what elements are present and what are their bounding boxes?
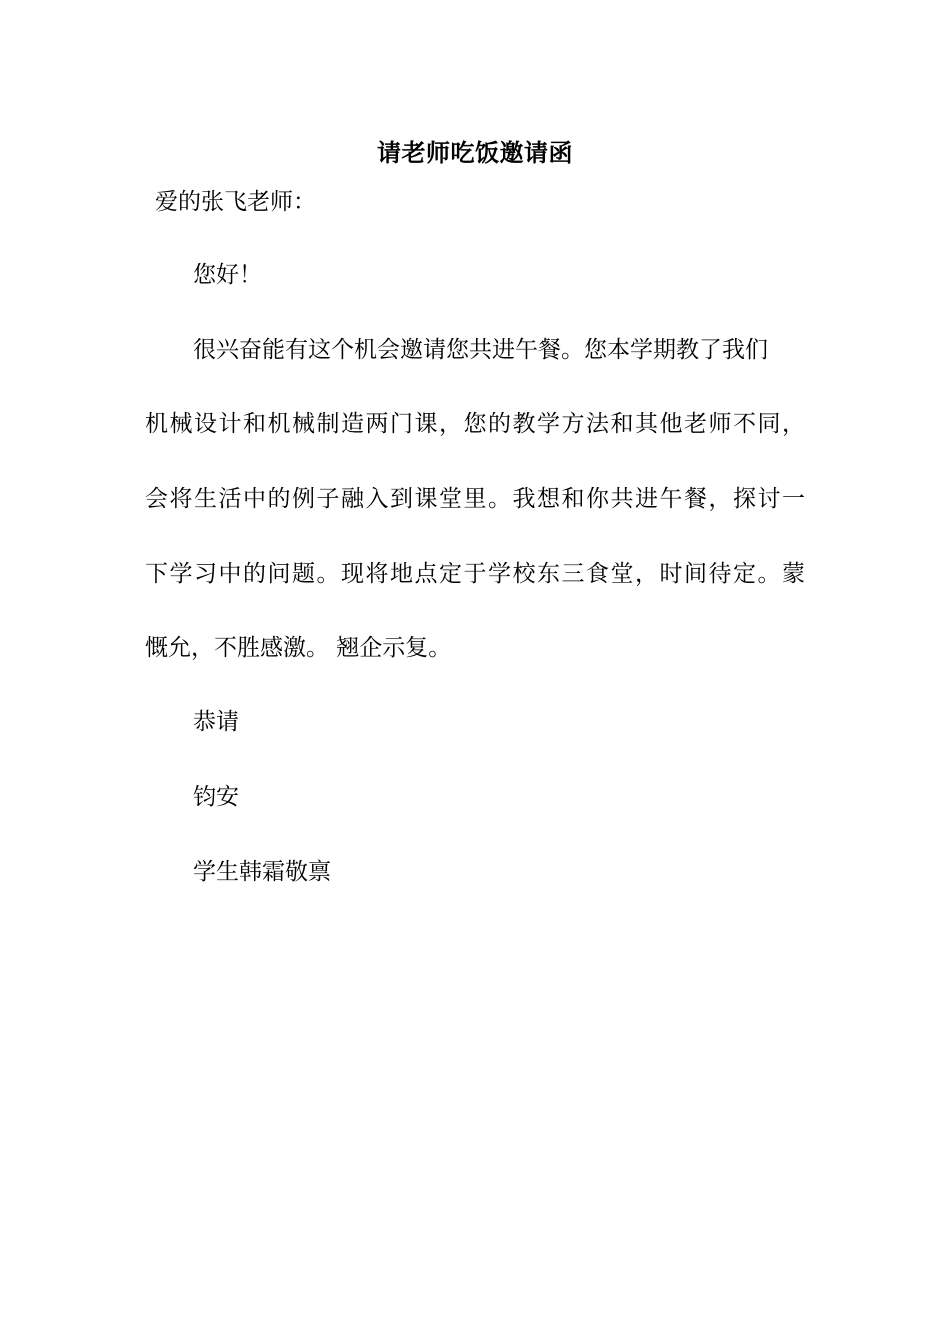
body-line-2: 机械设计和机械制造两门课，您的教学方法和其他老师不同， bbox=[145, 411, 805, 437]
letter-greeting: 您好！ bbox=[193, 262, 262, 288]
letter-title: 请老师吃饭邀请函 bbox=[377, 138, 573, 167]
letter-closing-respectfully: 恭请 bbox=[193, 709, 239, 735]
body-line-1: 很兴奋能有这个机会邀请您共进午餐。您本学期教了我们 bbox=[193, 337, 768, 363]
letter-salutation: 爱的张飞老师： bbox=[155, 189, 316, 215]
body-line-3: 会将生活中的例子融入到课堂里。我想和你共进午餐，探讨一 bbox=[145, 486, 805, 512]
letter-closing-wish: 钧安 bbox=[193, 784, 239, 810]
body-line-5: 慨允，不胜感激。 翘企示复。 bbox=[145, 635, 452, 661]
body-line-4: 下学习中的问题。现将地点定于学校东三食堂，时间待定。蒙 bbox=[145, 561, 805, 587]
letter-signature: 学生韩霜敬禀 bbox=[193, 859, 331, 885]
